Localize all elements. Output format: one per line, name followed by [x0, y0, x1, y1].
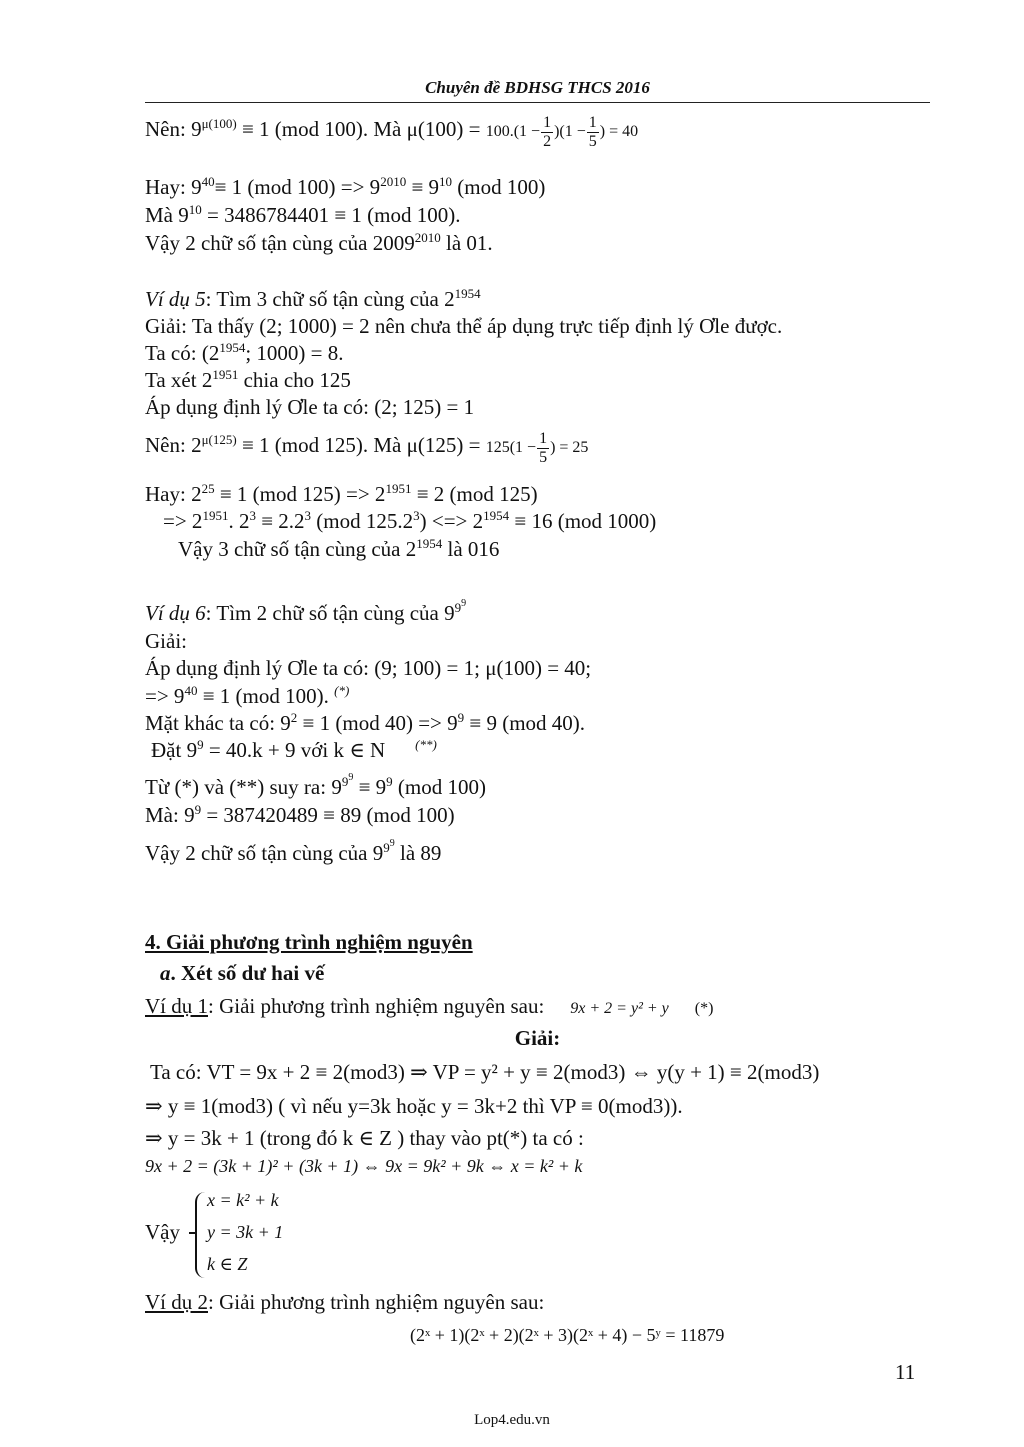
page-header-title: Chuyên đề BDHSG THCS 2016 [425, 78, 650, 97]
text-line-20: Từ (*) và (**) suy ra: $9^{9^9} \equiv 9^9$ (mod 100) [145, 772, 486, 799]
text: ≡ 1 (mod 100). Mà μ(100) = [236, 117, 486, 142]
math-expression: 100.(1 − $\frac{1}{2}$ )(1 − $\frac{1}{5}$ ) = 40 [485, 114, 639, 150]
math-line-1: Ta có: VT = 9x + 2 ≡ 2(mod3) ⇒ VP = y² + y ≡ 2(mod3) ⇔ y(y + 1) ≡ 2(mod3) [150, 1060, 820, 1084]
text-line-2: Hay: $9^{40}\equiv 1$ (mod $100) => 9^{2010} \equiv 9^{10}$ (mod 100) [145, 174, 546, 199]
system-brace [195, 1192, 205, 1278]
text-line-8: Ta xét $2^{1951}$ chia cho 125 [145, 367, 351, 392]
example-2-equation: (2ˣ + 1)(2ˣ + 2)(2ˣ + 3)(2ˣ + 4) − 5ʸ = 11879 [410, 1325, 725, 1345]
example-2-title: Ví dụ 2: Giải phương trình nghiệm nguyên sau: [145, 1290, 545, 1314]
subsection-a-heading: a. Xét số dư hai vế [160, 961, 325, 985]
text-line-11: Hay: $2^{25} \equiv 1$ (mod $125) => 2^{1951} \equiv 2$ (mod 125) [145, 481, 538, 506]
math-line-2: ⇒ y ≡ 1(mod3) ( vì nếu y=3k hoặc y = 3k+2 thì VP ≡ 0(mod3)). [145, 1094, 683, 1118]
text-line-21: Mà: $9^9 = 387420489 \equiv 89$ (mod 100) [145, 802, 455, 827]
text-line-18: Mặt khác ta có: $9^2 \equiv 1$ (mod $40) => 9^9 \equiv 9$ (mod 40). [145, 710, 586, 735]
fraction: $\frac{1}{5}$ [588, 114, 597, 150]
example-1-title: Ví dụ 1: Giải phương trình nghiệm nguyên sau: 9x + 2 = y² + y (*) [145, 994, 714, 1018]
sup: μ(100) [201, 116, 237, 132]
math-line-3: ⇒ y = 3k + 1 (trong đó k ∈ Z ) thay vào pt(*) ta có : [145, 1126, 584, 1150]
header-rule [145, 102, 930, 103]
text-line-13: Vậy 3 chữ số tận cùng của $2^{1954}$ là 016 [178, 536, 500, 561]
footer-site: Lop4.edu.vn [474, 1412, 550, 1428]
text-line-1 [145, 114, 638, 151]
fraction: $\frac{1}{5}$ [539, 430, 548, 466]
text-line-22: Vậy 2 chữ số tận cùng của $9^{9^9}$ là 89 [145, 838, 442, 865]
text-line-10: Nên: $2^{\mu(125)} \equiv 1$ (mod 125). Mà μ(125) = 125(1 − $\frac{1}{5}$ ) = 25 [145, 430, 589, 466]
solution-heading: Giải: [514, 1026, 561, 1050]
math-line-4: 9x + 2 = (3k + 1)² + (3k + 1) ⇔ 9x = 9k² + 9k ⇔ x = k² + k [145, 1156, 583, 1176]
text-line-17: => $9^{40} \equiv 1$ (mod 100). (*) [145, 683, 350, 708]
text-line-16: Áp dụng định lý Ơle ta có: (9; 100) = 1; μ(100) = 40; [145, 656, 592, 680]
example-6-title: Ví dụ 6: Tìm 2 chữ số tận cùng của $9^{9^9}$ [145, 598, 467, 625]
text-line-6: Giải: Ta thấy (2; 1000) = 2 nên chưa thể áp dụng trực tiếp định lý Ơle được. [145, 314, 783, 338]
text-line-4: Vậy 2 chữ số tận cùng của $2009^{2010}$ là 01. [145, 230, 493, 255]
text-line-3: Mà $9^{10} = 3486784401 \equiv 1$ (mod 100). [145, 202, 461, 227]
system-row-1: x = k² + k [207, 1190, 279, 1210]
fraction: $\frac{1}{2}$ [543, 114, 552, 150]
system-row-3: k ∈ Z [207, 1254, 248, 1274]
text-line-15: Giải: [145, 629, 187, 653]
text: Nên: 9 [145, 117, 202, 142]
section-4-heading: 4. Giải phương trình nghiệm nguyên [145, 930, 473, 954]
text-line-12: => $2^{1951}$. $2^3 \equiv 2.2^3$ (mod $125.2^3$) <=> $2^{1954} \equiv 16$ (mod 1000) [163, 508, 657, 533]
example-5-title: Ví dụ 5: Tìm 3 chữ số tận cùng của $2^{1954}$ [145, 286, 481, 311]
page-number: 11 [895, 1360, 916, 1384]
text-line-19: Đặt $9^9 = 40.k + 9$ với k ∈ N (**) [151, 737, 437, 762]
text-line-7: Ta có: ($2^{1954}$; 1000) = 8. [145, 340, 344, 365]
system-row-2: y = 3k + 1 [207, 1222, 284, 1242]
text-line-9: Áp dụng định lý Ơle ta có: (2; 125) = 1 [145, 395, 475, 419]
system-label: Vậy [145, 1220, 180, 1244]
math-expression: 125(1 − $\frac{1}{5}$ ) = 25 [485, 430, 589, 466]
